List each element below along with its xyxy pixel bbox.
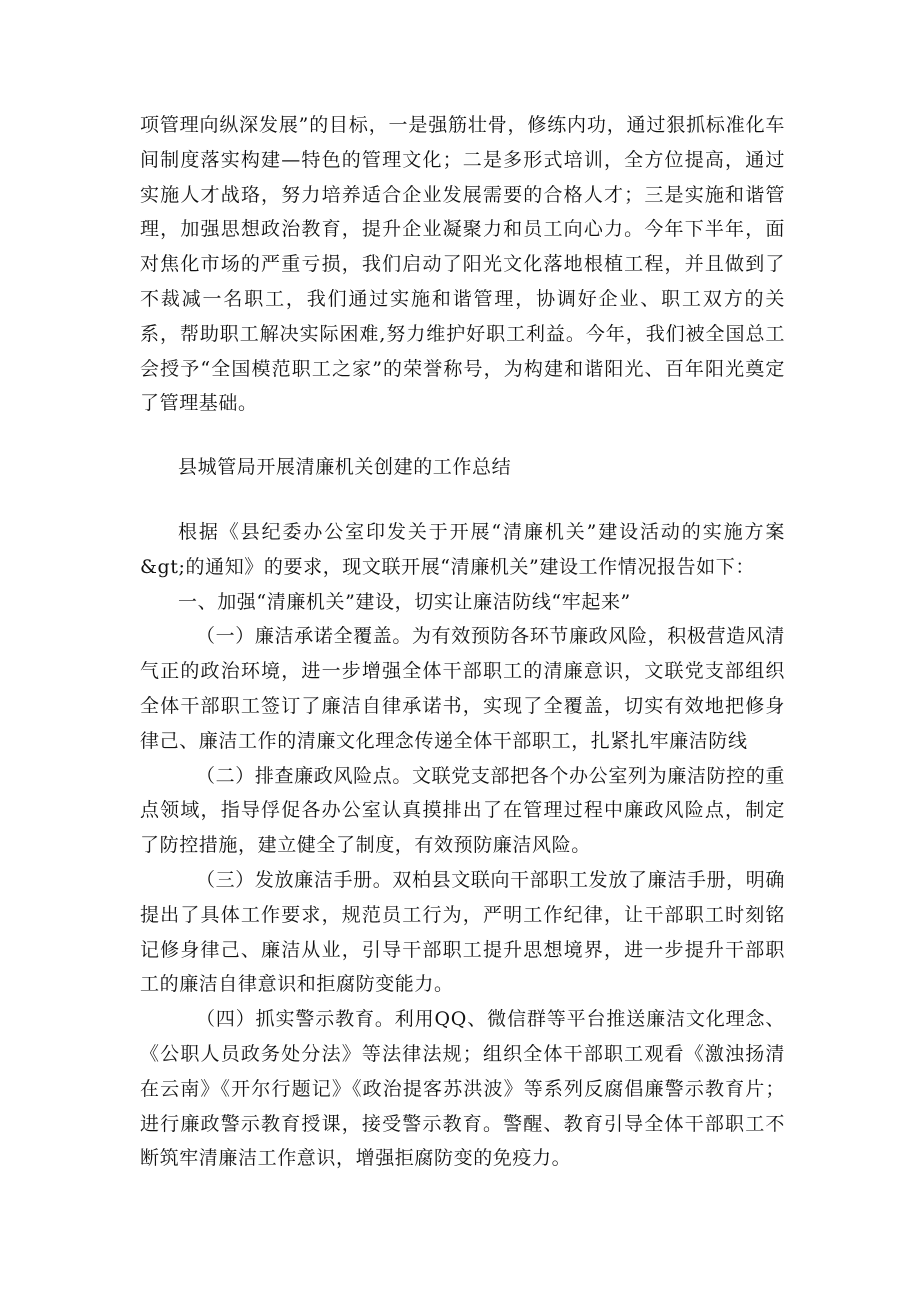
- opening-paragraph: 根据《县纪委办公室印发关于开展“清廉机关”建设活动的实施方案&gt;的通知》的要求，现文联开展“清廉机关”建设工作情况报告如下：: [140, 521, 785, 578]
- item-paragraph-1: （一）廉洁承诺全覆盖。为有效预防各环节廉政风险，积极营造风清气正的政治环境，进一步增强全体干部职工的清廉意识，文联党支部组织全体干部职工签订了廉洁自律承诺书，实现了全覆盖，切实有效地把修身律己、廉洁工作的清廉文化理念传递全体干部职工，扎紧扎牢廉洁防线: [140, 625, 785, 752]
- intro-paragraph: 项管理向纵深发展”的目标，一是强筋壮骨，修练内功，通过狠抓标准化车间制度落实构建—特色的管理文化；二是多形式培训，全方位提高，通过实施人才战珞，努力培养适合企业发展需要的合格人才；三是实施和谐管理，加强思想政治教育，提升企业凝聚力和员工向心力。今年下半年，面对焦化市场的严重亏损，我们启动了阳光文化落地根植工程，并且做到了不裁减一名职工，我们通过实施和谐管理，协调好企业、职工双方的关系，帮助职工解决实际困难,努力维护好职工利益。今年，我们被全国总工会授予“全国模范职工之家”的荣誉称号，为构建和谐阳光、百年阳光奠定了管理基础。: [140, 114, 785, 415]
- item-paragraph-4: （四）抓实警示教育。利用QQ、微信群等平台推送廉洁文化理念、《公职人员政务处分法》等法律法规；组织全体干部职工观看《激浊扬清在云南》《开尔行题记》《政治提客苏洪波》等系列反腐倡廉警示教育片；进行廉政警示教育授课，接受警示教育。警醒、教育引导全体干部职工不断筑牢清廉洁工作意识，增强拒腐防变的免疫力。: [140, 1008, 785, 1170]
- intro-section: [140, 108, 785, 421]
- item-paragraph-2: （二）排查廉政风险点。文联党支部把各个办公室列为廉洁防控的重点领域，指导俘促各办公室认真摸排出了在管理过程中廉政风险点，制定了防控措施，建立健全了制度，有效预防廉洁风险。: [140, 764, 785, 857]
- heading-one: 一、加强“清廉机关”建设，切实让廉洁防线“牢起来”: [178, 590, 631, 613]
- title-section: [140, 450, 785, 485]
- item-paragraph-3: （三）发放廉洁手册。双柏县文联向干部职工发放了廉洁手册，明确提出了具体工作要求，规范员工行为，严明工作纪律，让干部职工时刻铭记修身律己、廉洁从业，引导干部职工提升思想境界，进一步提升干部职工的廉洁自律意识和拒腐防变能力。: [140, 868, 785, 996]
- section-title: 县城管局开展清廉机关创建的工作总结: [178, 456, 512, 478]
- body-section: [140, 515, 785, 1176]
